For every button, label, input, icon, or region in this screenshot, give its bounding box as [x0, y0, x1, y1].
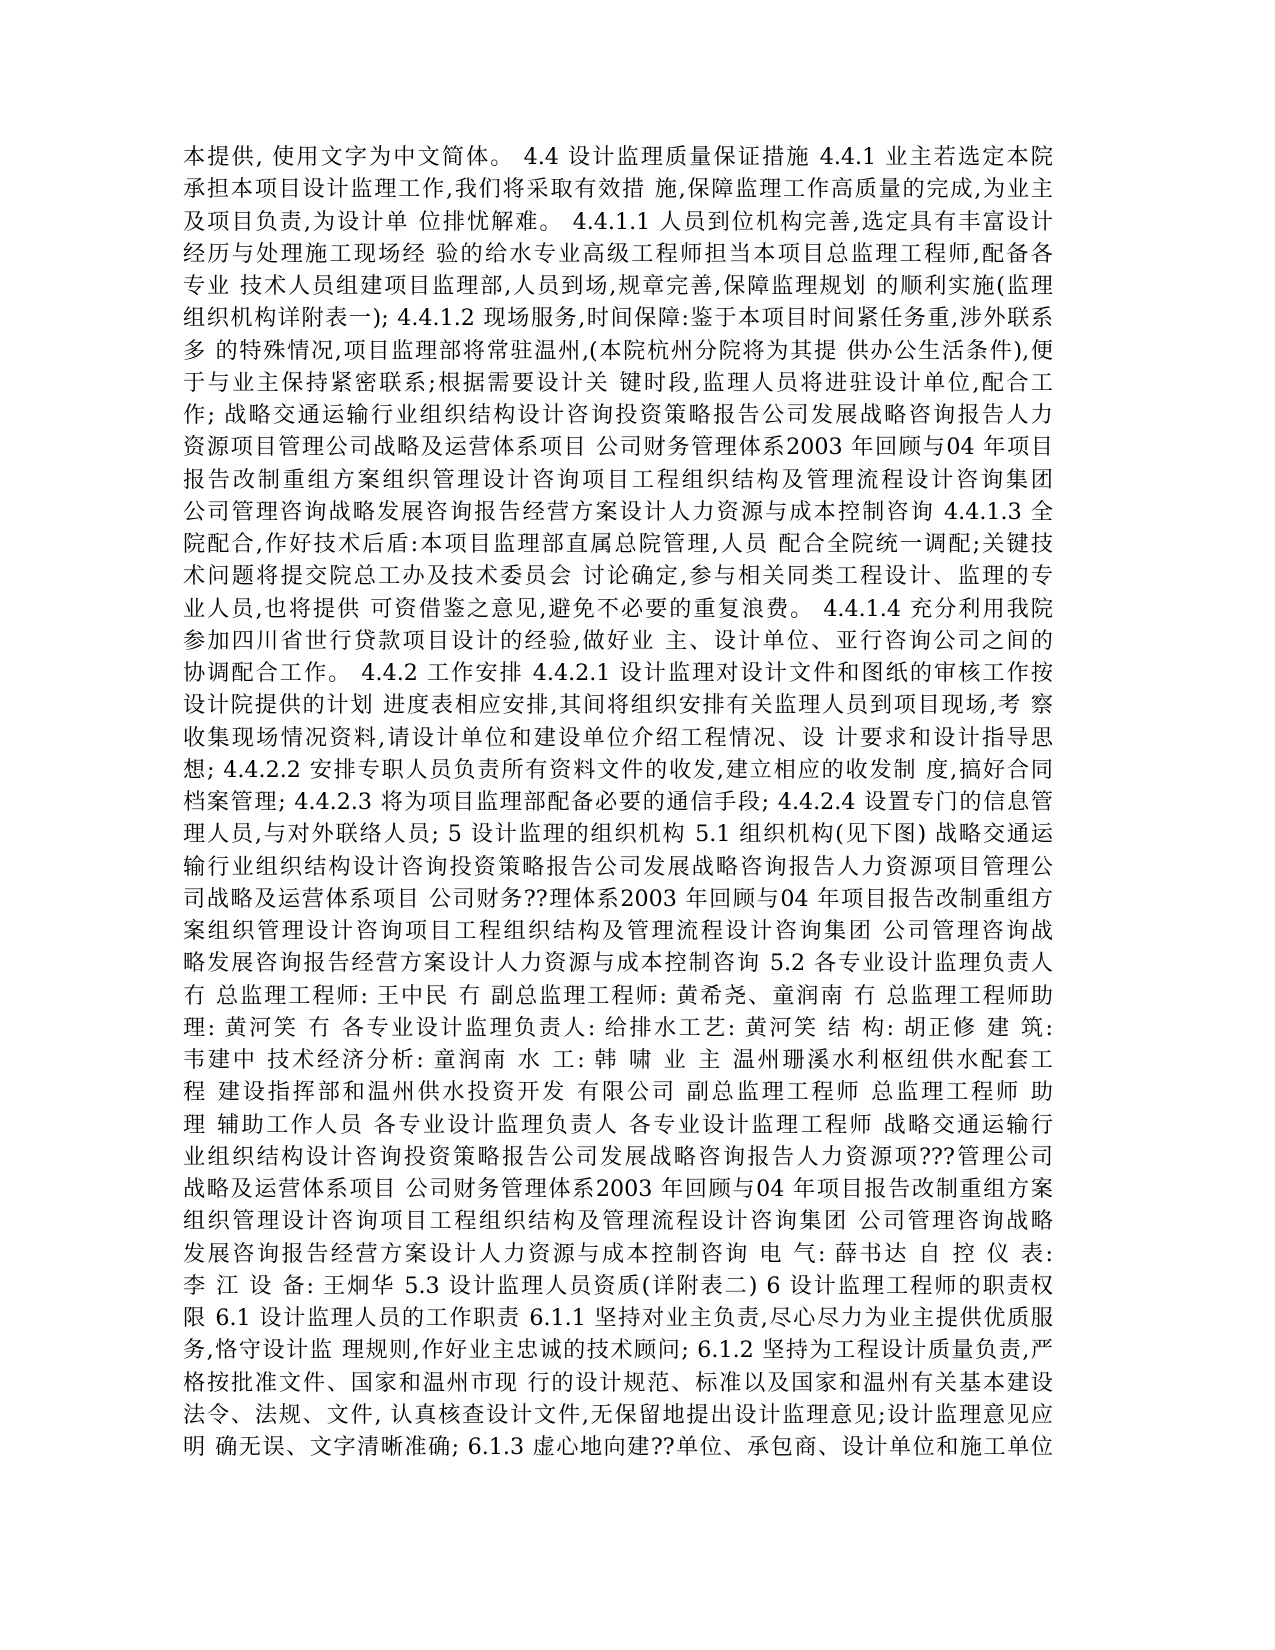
text-line: 组织管理设计咨询项目工程组织结构及管理流程设计咨询集团 公司管理咨询战略 [183, 1208, 1053, 1235]
text-line: 理 辅助工作人员 各专业设计监理负责人 各专业设计监理工程师 战略交通运输行 [183, 1111, 1053, 1138]
text-line: 院配合,作好技术后盾:本项目监理部直属总院管理,人员 配合全院统一调配;关键技 [183, 531, 1053, 557]
text-line: 业组织结构设计咨询投资策略报告公司发展战略咨询报告人力资源项???管理公司 [183, 1143, 1053, 1170]
text-line: 理: 黄河笑 冇 各专业设计监理负责人: 给排水工艺: 黄河笑 结 构: 胡正修 建 筑: [183, 1014, 1053, 1041]
text-line: 格按批准文件、国家和温州市现 行的设计规范、标准以及国家和温州有关基本建设 [183, 1369, 1053, 1396]
text-line: 案组织管理设计咨询项目工程组织结构及管理流程设计咨询集团 公司管理咨询战 [183, 918, 1053, 944]
text-line: 理人员,与对外联络人员; 5 设计监理的组织机构 5.1 组织机构(见下图) 战略交通运 [183, 821, 1053, 848]
text-line: 战略及运营体系项目 公司财务管理体系2003 年回顾与04 年项目报告改制重组方案 [183, 1176, 1053, 1202]
text-line: 参加四川省世行贷款项目设计的经验,做好业 主、设计单位、亚行咨询公司之间的 [183, 627, 1053, 654]
text-line: 报告改制重组方案组织管理设计咨询项目工程组织结构及管理流程设计咨询集团 [183, 466, 1053, 493]
text-line: 协调配合工作。 4.4.2 工作安排 4.4.2.1 设计监理对设计文件和图纸的审核工作按 [183, 660, 1053, 686]
text-line: 资源项目管理公司战略及运营体系项目 公司财务管理体系2003 年回顾与04 年项目 [183, 434, 1053, 461]
text-line: 发展咨询报告经营方案设计人力资源与成本控制咨询 电 气: 薛书达 自 控 仪 表: [183, 1240, 1053, 1267]
text-line: 业人员,也将提供 可资借鉴之意见,避免不必要的重复浪费。 4.4.1.4 充分利用我院 [183, 595, 1053, 622]
text-line: 务,恪守设计监 理规则,作好业主忠诚的技术顾问; 6.1.2 坚持为工程设计质量负责,严 [183, 1337, 1053, 1364]
text-line: 及项目负责,为设计单 位排忧解难。 4.4.1.1 人员到位机构完善,选定具有丰富设计 [183, 208, 1053, 235]
text-line: 略发展咨询报告经营方案设计人力资源与成本控制咨询 5.2 各专业设计监理负责人 [183, 950, 1053, 977]
text-line: 本提供, 使用文字为中文简体。 4.4 设计监理质量保证措施 4.4.1 业主若选定本院 [183, 144, 1053, 170]
text-line: 韦建中 技术经济分析: 童润南 水 工: 韩 啸 业 主 温州珊溪水利枢纽供水配套工 [183, 1047, 1053, 1073]
text-line: 限 6.1 设计监理人员的工作职责 6.1.1 坚持对业主负责,尽心尽力为业主提供优质服 [183, 1305, 1053, 1331]
text-line: 想; 4.4.2.2 安排专职人员负责所有资料文件的收发,建立相应的收发制 度,搞好合同 [183, 756, 1053, 783]
text-line: 承担本项目设计监理工作,我们将采取有效措 施,保障监理工作高质量的完成,为业主 [183, 176, 1053, 203]
text-line: 设计院提供的计划 进度表相应安排,其间将组织安排有关监理人员到项目现场,考 察 [183, 692, 1053, 719]
text-line: 于与业主保持紧密联系;根据需要设计关 键时段,监理人员将进驻设计单位,配合工 [183, 369, 1053, 396]
text-line: 李 江 设 备: 王炯华 5.3 设计监理人员资质(详附表二) 6 设计监理工程师的职责权 [183, 1272, 1053, 1299]
text-line: 组织机构详附表一); 4.4.1.2 现场服务,时间保障:鉴于本项目时间紧任务重,涉外联系 [183, 305, 1053, 332]
text-line: 公司管理咨询战略发展咨询报告经营方案设计人力资源与成本控制咨询 4.4.1.3 全 [183, 498, 1053, 525]
text-line: 术问题将提交院总工办及技术委员会 讨论确定,参与相关同类工程设计、监理的专 [183, 563, 1053, 590]
text-line: 收集现场情况资料,请设计单位和建设单位介绍工程情况、设 计要求和设计指导思 [183, 724, 1053, 751]
document-body [183, 141, 1053, 1463]
text-line: 明 确无误、文字清晰准确; 6.1.3 虚心地向建??单位、承包商、设计单位和施工单位 [183, 1434, 1053, 1460]
text-line: 经历与处理施工现场经 验的给水专业高级工程师担当本项目总监理工程师,配备各 [183, 240, 1053, 267]
text-line: 专业 技术人员组建项目监理部,人员到场,规章完善,保障监理规划 的顺利实施(监理 [183, 273, 1053, 299]
text-line: 输行业组织结构设计咨询投资策略报告公司发展战略咨询报告人力资源项目管理公 [183, 853, 1053, 880]
text-line: 档案管理; 4.4.2.3 将为项目监理部配备必要的通信手段; 4.4.2.4 设置专门的信息管 [183, 789, 1053, 815]
text-line: 多 的特殊情况,项目监理部将常驻温州,(本院杭州分院将为其提 供办公生活条件),便 [183, 337, 1053, 364]
text-line: 作; 战略交通运输行业组织结构设计咨询投资策略报告公司发展战略咨询报告人力 [183, 402, 1053, 428]
text-line: 冇 总监理工程师: 王中民 冇 副总监理工程师: 黄希尧、童润南 冇 总监理工程师助 [183, 982, 1053, 1009]
text-line: 程 建设指挥部和温州供水投资开发 有限公司 副总监理工程师 总监理工程师 助 [183, 1079, 1053, 1106]
text-line: 法令、法规、文件, 认真核查设计文件,无保留地提出设计监理意见;设计监理意见应 [183, 1401, 1053, 1428]
text-line: 司战略及运营体系项目 公司财务??理体系2003 年回顾与04 年项目报告改制重组方 [183, 885, 1053, 912]
